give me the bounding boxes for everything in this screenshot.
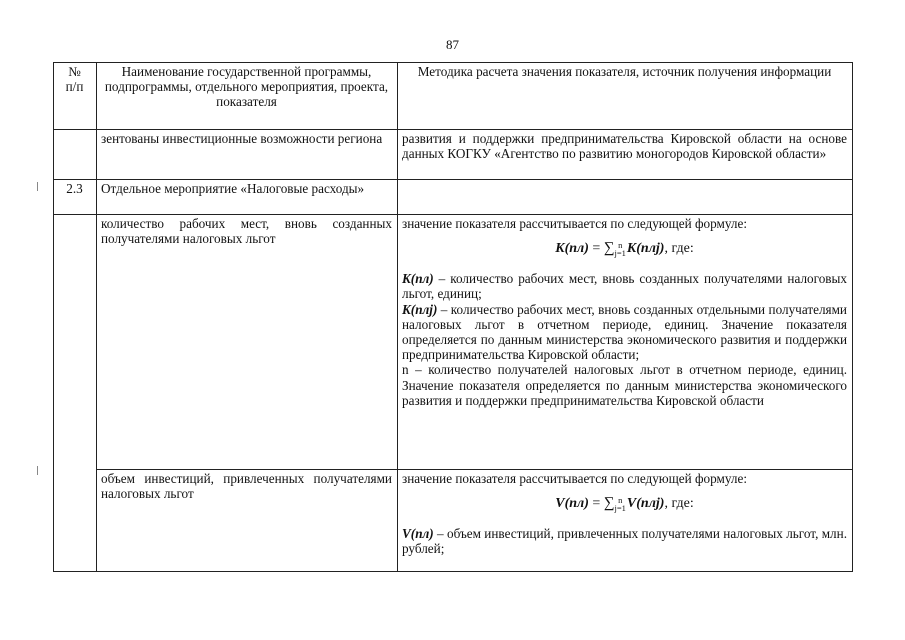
- table-row: [54, 180, 853, 215]
- formula-equals: =: [588, 241, 604, 257]
- row-method: развития и поддержки предпринимательства Кировской области на основе данных КОГКУ «Агентство по развитию моногородов Кировской области»: [398, 130, 853, 180]
- row-method: [398, 215, 853, 470]
- formula-term: K(плj): [626, 241, 665, 257]
- row-number: 2.3: [54, 180, 97, 215]
- formula: [402, 241, 847, 257]
- table-row: [54, 470, 853, 572]
- definition-variable: K(плj): [402, 301, 438, 317]
- definition: [402, 271, 847, 301]
- formula-tail: , где:: [664, 496, 694, 512]
- sum-lower-limit: j=1: [614, 248, 626, 259]
- definition-text: – количество рабочих мест, вновь созданных получателями налоговых льгот, единиц;: [402, 271, 847, 302]
- sum-symbol: ∑: [603, 495, 615, 512]
- definition-variable: V(пл): [402, 526, 434, 542]
- definition-text: – количество рабочих мест, вновь созданных отдельными получателями налоговых льгот в отчетном периоде, единиц. Значение показателя определяется по данным министерства экономического развития и поддержки предпринимательства Кировской области;: [402, 301, 847, 363]
- sum-upper-limit: n: [618, 495, 623, 506]
- row-name: количество рабочих мест, вновь созданных получателями налоговых льгот: [97, 215, 398, 470]
- row-number: [54, 215, 97, 572]
- row-method: [398, 180, 853, 215]
- sum-upper-limit: n: [618, 240, 623, 251]
- row-method: [398, 470, 853, 572]
- formula-tail: , где:: [664, 241, 694, 257]
- table-row: [54, 130, 853, 180]
- formula-lhs: V(пл): [555, 496, 589, 512]
- scan-speck: [37, 182, 38, 191]
- header-number: № п/п: [54, 63, 97, 130]
- formula-term: V(плj): [626, 496, 665, 512]
- header-name: Наименование государственной программы, подпрограммы, отдельного мероприятия, проекта, показателя: [97, 63, 398, 130]
- sum-symbol: ∑: [603, 240, 615, 257]
- table-header-row: [54, 63, 853, 130]
- row-name: зентованы инвестиционные возможности региона: [97, 130, 398, 180]
- formula-intro: значение показателя рассчитывается по следующей формуле:: [402, 216, 748, 231]
- formula-equals: =: [588, 496, 604, 512]
- definition: n – количество получателей налоговых льгот в отчетном периоде, единиц. Значение показателя определяется по данным министерства экономического развития и поддержки предпринимательства Кировской области: [402, 362, 847, 408]
- page-number: 87: [446, 37, 459, 52]
- header-method: Методика расчета значения показателя, источник получения информации: [398, 63, 853, 130]
- row-number: [54, 130, 97, 180]
- formula-intro: значение показателя рассчитывается по следующей формуле:: [402, 471, 748, 486]
- definition: [402, 302, 847, 363]
- scan-speck: [37, 466, 38, 475]
- formula-lhs: K(пл): [555, 241, 589, 257]
- formula: [402, 496, 847, 512]
- definition-variable: K(пл): [402, 271, 434, 287]
- table-row: [54, 215, 853, 470]
- row-name: объем инвестиций, привлеченных получателями налоговых льгот: [97, 470, 398, 572]
- definition: [402, 526, 847, 556]
- indicator-table: [53, 62, 853, 572]
- definition-text: – объем инвестиций, привлеченных получателями налоговых льгот, млн. рублей;: [402, 526, 847, 557]
- sum-lower-limit: j=1: [614, 503, 626, 514]
- row-name: Отдельное мероприятие «Налоговые расходы»: [97, 180, 398, 215]
